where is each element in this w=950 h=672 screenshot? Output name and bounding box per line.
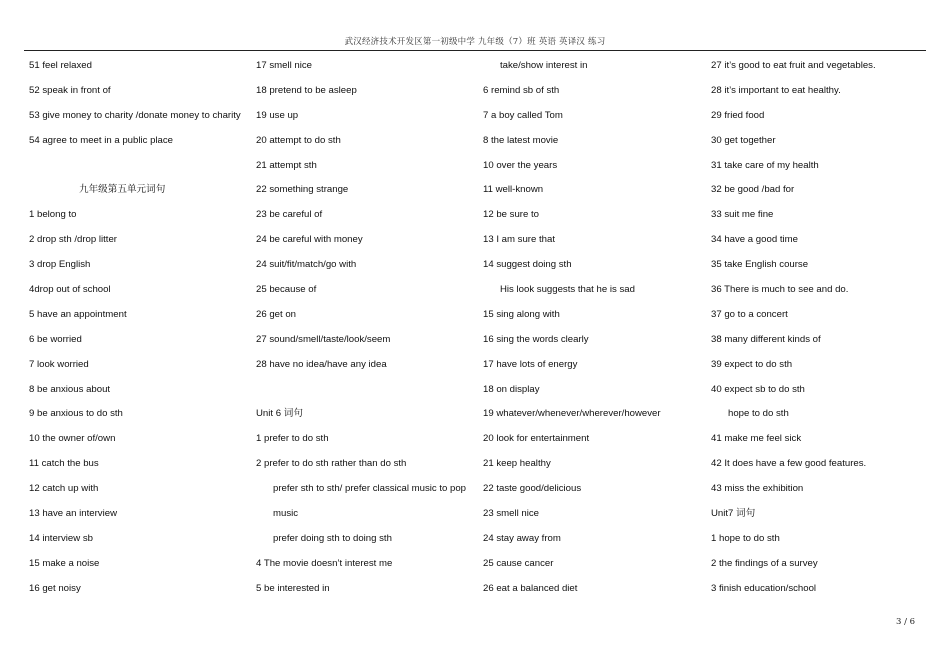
vocab-line: 21 attempt sth: [256, 159, 317, 171]
vocab-line: 35 take English course: [711, 259, 809, 271]
vocab-line: 29 fried food: [711, 109, 765, 121]
vocab-line: 1 prefer to do sth: [256, 433, 329, 445]
column-1: [29, 58, 251, 606]
vocab-line: 6 remind sb of sth: [483, 84, 560, 96]
vocab-line: 1 hope to do sth: [711, 532, 780, 544]
vocab-line: 33 suit me fine: [711, 209, 774, 221]
vocab-line: 39 expect to do sth: [711, 358, 793, 370]
column-4: [711, 58, 933, 606]
vocab-line: 21 keep healthy: [483, 458, 551, 470]
blank-line: [256, 382, 478, 407]
vocab-line: 24 suit/fit/match/go with: [256, 259, 357, 271]
vocab-line: 10 the owner of/own: [29, 433, 116, 445]
page-number: 3 / 6: [896, 617, 916, 627]
vocab-line: 14 interview sb: [29, 532, 93, 544]
vocab-line: 19 whatever/whenever/wherever/however: [483, 408, 661, 420]
vocab-line: 2 the findings of a survey: [711, 557, 818, 569]
vocab-line: 8 be anxious about: [29, 383, 111, 395]
vocab-line: 8 the latest movie: [483, 134, 559, 146]
vocab-line: 12 be sure to: [483, 209, 540, 221]
vocab-line: 25 because of: [256, 284, 317, 296]
vocab-line: prefer sth to sth/ prefer classical music to pop: [273, 483, 467, 495]
vocab-line: 25 cause cancer: [483, 557, 554, 569]
vocab-line: 15 make a noise: [29, 557, 100, 569]
vocab-line: 42 It does have a few good features.: [711, 458, 867, 470]
vocab-line: 13 I am sure that: [483, 234, 555, 246]
vocab-line: 9 be anxious to do sth: [29, 408, 123, 420]
vocab-line: 28 it’s important to eat healthy.: [711, 84, 841, 96]
vocab-line: 20 look for entertainment: [483, 433, 590, 445]
vocab-line: 32 be good /bad for: [711, 184, 795, 196]
vocab-line: 16 get noisy: [29, 582, 81, 594]
vocab-line: 22 taste good/delicious: [483, 483, 582, 495]
vocab-line: 12 catch up with: [29, 483, 99, 495]
vocab-line: 54 agree to meet in a public place: [29, 134, 173, 146]
vocab-line: prefer doing sth to doing sth: [273, 532, 392, 544]
vocab-line: 27 sound/smell/taste/look/seem: [256, 333, 391, 345]
vocab-line: Unit7 词句: [711, 508, 756, 520]
vocab-line: 13 have an interview: [29, 508, 117, 520]
vocab-line: 23 be careful of: [256, 209, 323, 221]
vocab-line: 24 stay away from: [483, 532, 561, 544]
vocab-line: 7 a boy called Tom: [483, 109, 563, 121]
vocab-line: 26 eat a balanced diet: [483, 582, 578, 594]
vocab-line: 34 have a good time: [711, 234, 798, 246]
vocab-line: hope to do sth: [728, 408, 789, 420]
vocab-line: 3 finish education/school: [711, 582, 817, 594]
vocab-line: 22 something strange: [256, 184, 349, 196]
vocab-line: 5 be interested in: [256, 582, 330, 594]
vocab-line: 4drop out of school: [29, 284, 111, 296]
vocab-line: 51 feel relaxed: [29, 60, 92, 71]
vocab-line: take/show interest in: [500, 60, 588, 71]
vocab-line: 17 have lots of energy: [483, 358, 578, 370]
vocab-line: His look suggests that he is sad: [500, 284, 635, 296]
vocab-line: 15 sing along with: [483, 308, 560, 320]
vocab-line: 52 speak in front of: [29, 84, 111, 96]
vocab-line: 九年级第五单元词句: [79, 184, 166, 196]
blank-line: [29, 158, 251, 183]
vocab-line: 4 The movie doesn’t interest me: [256, 557, 393, 569]
vocab-line: 18 on display: [483, 383, 540, 395]
vocab-line: 41 make me feel sick: [711, 433, 802, 445]
header-divider: [24, 50, 926, 51]
vocab-line: 30 get together: [711, 134, 776, 146]
vocab-line: music: [273, 508, 299, 520]
vocab-line: 10 over the years: [483, 159, 558, 171]
vocab-line: 23 smell nice: [483, 508, 539, 520]
vocab-line: 17 smell nice: [256, 60, 312, 71]
vocab-line: 3 drop English: [29, 259, 91, 271]
column-2: [256, 58, 478, 606]
vocab-line: 14 suggest doing sth: [483, 259, 572, 271]
column-3: [483, 58, 705, 606]
vocab-line: 1 belong to: [29, 209, 77, 221]
vocab-line: 2 prefer to do sth rather than do sth: [256, 458, 407, 470]
vocab-line: 28 have no idea/have any idea: [256, 358, 387, 370]
vocab-line: 20 attempt to do sth: [256, 134, 341, 146]
vocab-line: 26 get on: [256, 308, 297, 320]
vocab-line: 36 There is much to see and do.: [711, 284, 849, 296]
vocab-line: 24 be careful with money: [256, 234, 363, 246]
vocab-line: 5 have an appointment: [29, 308, 127, 320]
vocab-line: 19 use up: [256, 109, 299, 121]
vocab-line: 31 take care of my health: [711, 159, 819, 171]
vocab-line: 7 look worried: [29, 358, 89, 370]
page-header: 武汉经济技术开发区第一初级中学 九年级（7）班 英语 英译汉 练习: [344, 37, 606, 47]
vocab-line: 27 it’s good to eat fruit and vegetables.: [711, 60, 876, 71]
vocab-line: 18 pretend to be asleep: [256, 84, 357, 96]
vocab-line: Unit 6 词句: [256, 408, 303, 420]
vocab-line: 11 catch the bus: [29, 458, 99, 470]
vocab-line: 43 miss the exhibition: [711, 483, 804, 495]
vocab-line: 38 many different kinds of: [711, 333, 821, 345]
vocab-line: 16 sing the words clearly: [483, 333, 589, 345]
vocab-line: 37 go to a concert: [711, 308, 788, 320]
vocab-line: 40 expect sb to do sth: [711, 383, 805, 395]
vocab-line: 2 drop sth /drop litter: [29, 234, 117, 246]
vocab-line: 6 be worried: [29, 333, 82, 345]
vocab-line: 53 give money to charity /donate money to charity: [29, 109, 241, 121]
vocab-line: 11 well-known: [483, 184, 544, 196]
